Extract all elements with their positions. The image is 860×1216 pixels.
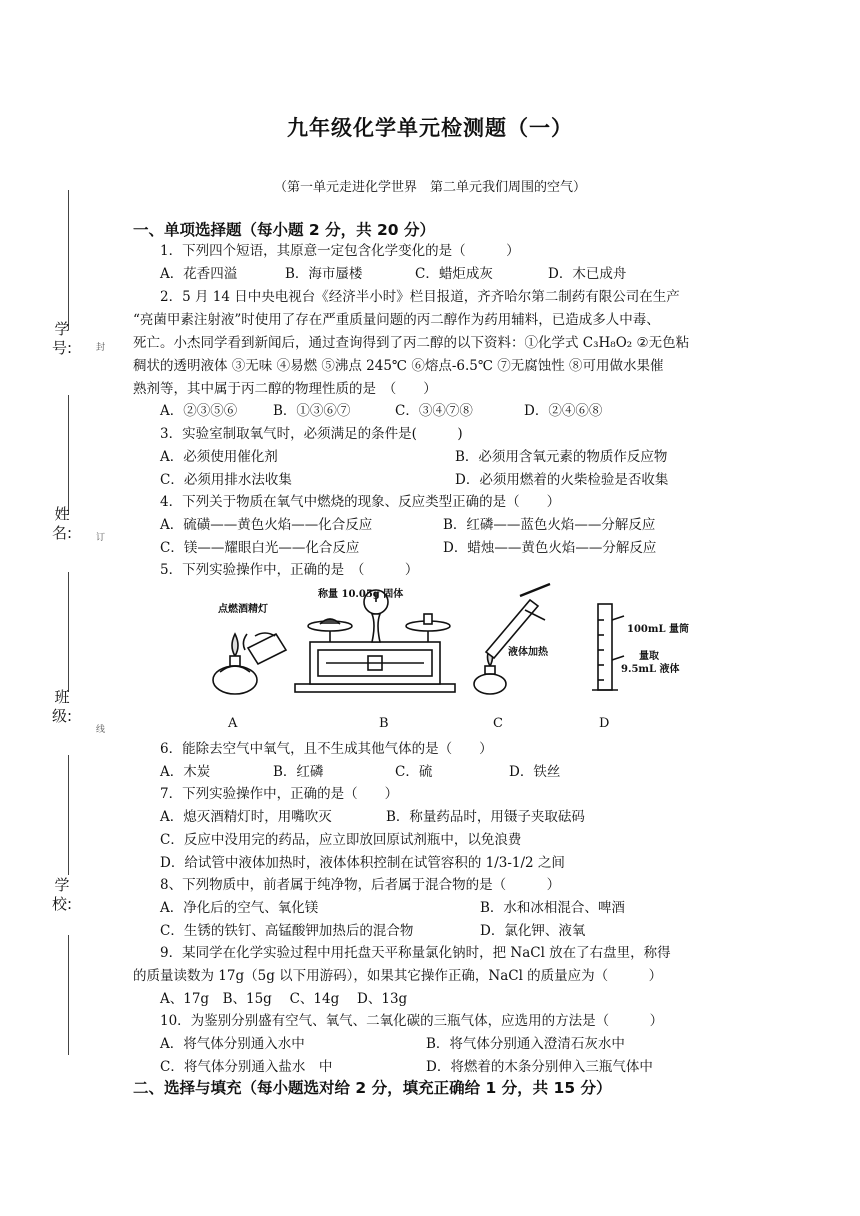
test-tube-heating-c [474,584,550,694]
option: D．木已成舟 [548,266,627,282]
option: A．花香四溢 [160,266,238,282]
section-heading: 二、选择与填充（每小题选对给 2 分，填充正确给 1 分，共 15 分） [133,1079,612,1097]
option: D．蜡烛——黄色火焰——分解反应 [443,540,657,556]
student-no-label: 学号: [52,320,73,357]
option: C．反应中没用完的药品，应立即放回原试剂瓶中，以免浪费 [160,832,522,848]
figure-label: 量取 [639,651,659,662]
question-stem: 稠状的透明液体 ③无味 ④易燃 ⑤沸点 245℃ ⑥熔点-6.5℃ ⑦无腐蚀性 ⑧可用做水果催 [133,358,664,374]
question-stem: “亮菌甲素注射液”时使用了存在严重质量问题的丙二醇作为药用辅料，已造成多人中毒、 [133,312,660,328]
option: A．硫磺——黄色火焰——化合反应 [160,517,373,533]
question-stem: 6．能除去空气中氧气，且不生成其他气体的是（ ） [160,741,493,757]
option: D．铁丝 [509,764,561,780]
option: A、17g B、15g C、14g D、13g [160,991,408,1007]
figure-label: 9.5mL 液体 [621,664,680,675]
option: C．硫 [395,764,433,780]
option: A．将气体分别通入水中 [160,1036,305,1052]
class-label: 班级: [52,688,73,725]
name-label: 姓名: [52,505,73,542]
figure-letter: C [493,716,503,731]
seal-mark: 线 [96,725,106,735]
page-title: 九年级化学单元检测题（一） [287,116,573,140]
question-stem: 熟剂等，其中属于丙二醇的物理性质的是 （ ） [133,381,437,397]
option: B．水和冰相混合、啤酒 [480,900,625,916]
figure-label: 100mL 量筒 [627,624,689,635]
question-stem: 7．下列实验操作中，正确的是（ ） [160,786,399,802]
option: D．将燃着的木条分别伸入三瓶气体中 [426,1059,653,1075]
option: B．必须用含氧元素的物质作反应物 [455,449,668,465]
option: C．必须用排水法收集 [160,472,292,488]
section-heading: 一、单项选择题（每小题 2 分，共 20 分） [133,221,435,239]
graduated-cylinder-d [592,604,624,690]
option: A．净化后的空气、氧化镁 [160,900,319,916]
binding-line [68,935,69,1055]
seal-mark: 订 [96,533,106,543]
option: C．镁——耀眼白光——化合反应 [160,540,360,556]
figure-letter: D [599,716,610,731]
question-stem: 8、下列物质中，前者属于纯净物，后者属于混合物的是（ ） [160,877,561,893]
question-stem: 2．5 月 14 日中央电视台《经济半小时》栏目报道，齐齐哈尔第二制药有限公司在生产 [160,289,680,305]
school-label: 学校: [52,876,73,913]
option: A．②③⑤⑥ [160,403,238,419]
option: C．蜡炬成灰 [415,266,493,282]
question-stem: 1．下列四个短语，其原意一定包含化学变化的是（ ） [160,243,520,259]
alcohol-lamp-a [213,633,286,694]
question-stem: 的质量读数为 17g（5g 以下用游码），如果其它操作正确，NaCl 的质量应为（ ） [133,968,663,984]
seal-mark: 封 [96,343,106,353]
question-stem: 3．实验室制取氧气时，必须满足的条件是( ) [160,426,463,442]
question-stem: 死亡。小杰同学看到新闻后，通过查询得到了丙二醇的以下资料：①化学式 C₃H₈O₂ ②无色粘 [133,335,690,351]
option: B．红磷——蓝色火焰——分解反应 [443,517,656,533]
option: A．必须使用催化剂 [160,449,278,465]
option: B．将气体分别通入澄清石灰水中 [426,1036,625,1052]
balance-b [295,590,455,692]
option: C．生锈的铁钉、高锰酸钾加热后的混合物 [160,923,414,939]
binding-line [68,572,69,692]
option: B．①③⑥⑦ [273,403,351,419]
binding-line [68,395,69,515]
question-stem: 10．为鉴别分别盛有空气、氧气、二氧化碳的三瓶气体，应选用的方法是（ ） [160,1013,664,1029]
lab-operations-figure [200,580,670,700]
option: A．木炭 [160,764,211,780]
question-stem: 9．某同学在化学实验过程中用托盘天平称量氯化钠时，把 NaCl 放在了右盘里，称得 [160,945,671,961]
question-stem: 5．下列实验操作中，正确的是 （ ） [160,562,419,578]
option: B．红磷 [273,764,324,780]
binding-line [68,755,69,875]
figure-label: 液体加热 [508,647,548,658]
option: D．②④⑥⑧ [524,403,603,419]
option: A．熄灭酒精灯时，用嘴吹灭 [160,809,332,825]
option: D．必须用燃着的火柴检验是否收集 [455,472,669,488]
page-subtitle: （第一单元走进化学世界 第二单元我们周围的空气） [273,180,586,195]
question-stem: 4．下列关于物质在氧气中燃烧的现象、反应类型正确的是（ ） [160,494,561,510]
binding-line [68,190,69,330]
option: C．将气体分别通入盐水 中 [160,1059,333,1075]
option: D．给试管中液体加热时，液体体积控制在试管容积的 1/3-1/2 之间 [160,855,565,871]
option: D．氯化钾、液氧 [480,923,586,939]
figure-label: 点燃酒精灯 [218,604,268,615]
figure-letter: A [228,716,238,731]
option: B．称量药品时，用镊子夹取砝码 [386,809,585,825]
option: C．③④⑦⑧ [395,403,473,419]
option: B．海市蜃楼 [285,266,363,282]
figure-label: 称量 10.05g 固体 [318,589,404,600]
figure-letter: B [379,716,389,731]
